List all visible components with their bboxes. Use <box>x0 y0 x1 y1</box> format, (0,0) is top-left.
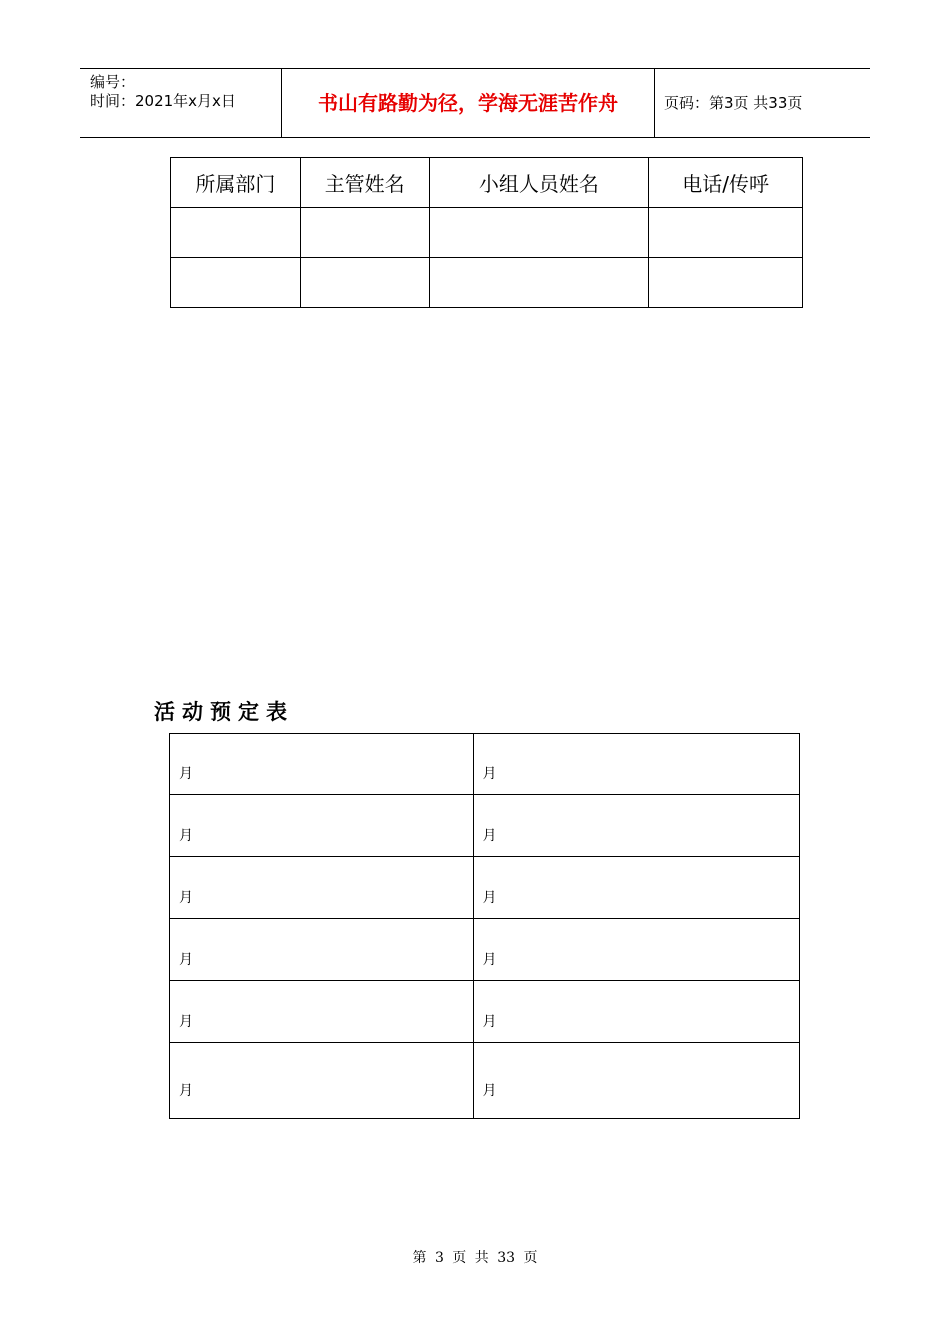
column-header-members: 小组人员姓名 <box>429 158 649 208</box>
table-cell <box>429 258 649 308</box>
table-row <box>170 857 800 919</box>
schedule-cell: 月 <box>170 981 474 1043</box>
schedule-cell: 月 <box>170 1043 474 1119</box>
schedule-cell: 月 <box>473 734 799 795</box>
schedule-cell: 月 <box>473 857 799 919</box>
document-time-label: 时间：2021年x月x日 <box>90 92 236 110</box>
table-row <box>170 734 800 795</box>
table-cell <box>171 258 301 308</box>
schedule-cell: 月 <box>170 857 474 919</box>
table-cell <box>649 208 803 258</box>
document-number-label: 编号： <box>90 73 136 91</box>
table-cell <box>429 208 649 258</box>
table-cell <box>300 208 429 258</box>
page-header <box>80 68 870 138</box>
table-row <box>170 1043 800 1119</box>
table-row <box>171 208 803 258</box>
header-motto: 书山有路勤为径，学海无涯苦作舟 <box>318 91 618 115</box>
column-header-manager: 主管姓名 <box>300 158 429 208</box>
schedule-cell: 月 <box>170 795 474 857</box>
header-divider <box>654 69 655 137</box>
table-cell <box>649 258 803 308</box>
page-footer: 第 3 页 共 33 页 <box>412 1250 538 1266</box>
column-header-phone: 电话/传呼 <box>649 158 803 208</box>
table-header-row <box>171 158 803 208</box>
header-meta <box>90 73 280 111</box>
column-header-department: 所属部门 <box>171 158 301 208</box>
schedule-cell: 月 <box>473 981 799 1043</box>
schedule-cell: 月 <box>473 795 799 857</box>
schedule-cell: 月 <box>170 734 474 795</box>
schedule-title: 活动预定表 <box>154 700 294 724</box>
schedule-table <box>169 733 800 1119</box>
table-row <box>170 981 800 1043</box>
schedule-cell: 月 <box>170 919 474 981</box>
table-row <box>170 795 800 857</box>
table-cell <box>171 208 301 258</box>
department-table <box>170 157 803 308</box>
header-page-info: 页码：第3页 共33页 <box>664 94 803 112</box>
table-cell <box>300 258 429 308</box>
table-row <box>170 919 800 981</box>
schedule-cell: 月 <box>473 1043 799 1119</box>
table-row <box>171 258 803 308</box>
schedule-cell: 月 <box>473 919 799 981</box>
